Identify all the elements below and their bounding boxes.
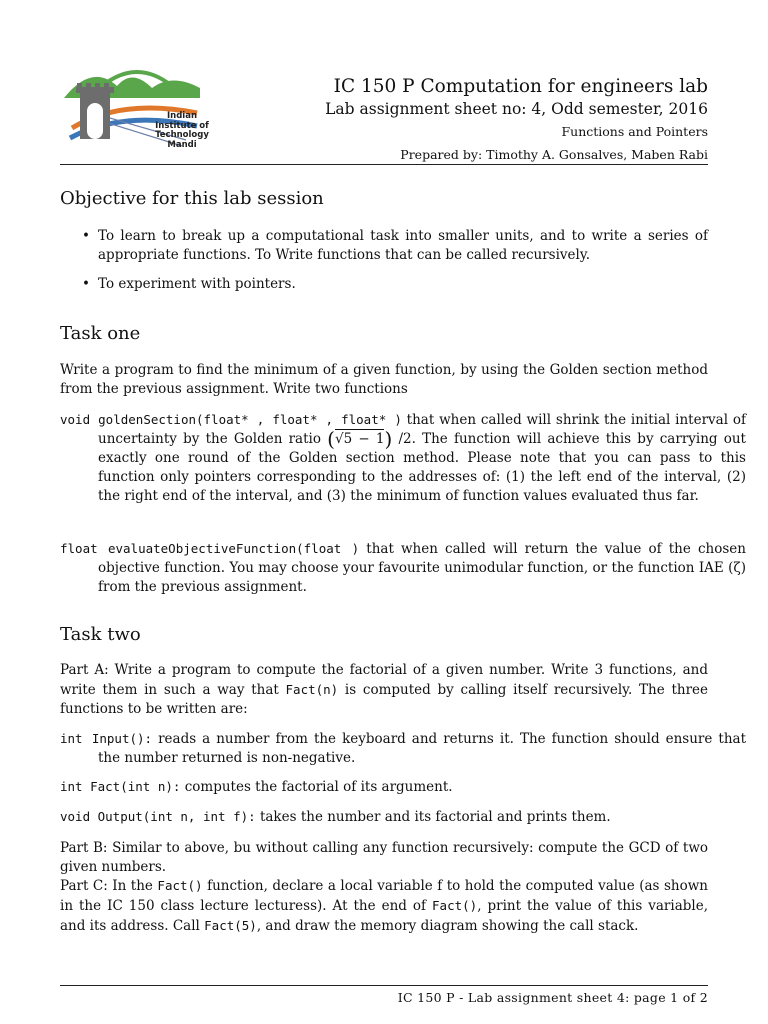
output-function-definition: void Output(int n, int f): takes the number and its factorial and prints them. bbox=[60, 809, 611, 825]
golden-section-definition: void goldenSection(float* , float* , float* ) that when called will shrink the initial interval of uncertainty by the Golden ratio (√5 − 1) /2. The function will achieve this by carrying out exactly one round of the Golden section method. Please note that you can pass to this function only pointers corresponding to the addresses of: (1) the left end of the interval, (2) the right end of the interval, and (3) the minimum of function values evaluated thus far. bbox=[60, 412, 746, 504]
input-function-definition: int Input(): reads a number from the keyboard and returns it. The function should ensure that the number returned is non-negative. bbox=[60, 731, 746, 766]
prepared-by: Prepared by: Timothy A. Gonsalves, Maben Rabi bbox=[400, 147, 708, 162]
task-one-intro: Write a program to find the minimum of a given function, by using the Golden section method from the previous assignment. Write two functions bbox=[60, 362, 708, 397]
footer-rule bbox=[60, 985, 708, 986]
document-title: IC 150 P Computation for engineers lab bbox=[333, 76, 708, 97]
golden-ratio-expr: √5 − 1 bbox=[334, 431, 385, 447]
document-page: Indian Institute of Technology Mandi IC 150 P Computation for engineers lab Lab assignment sheet no: 4, Odd semester, 2016 Functions and Pointers Prepared by: Timothy A. Gonsalves, Maben Rabi Objective for this lab session • To learn to break up a computational task into smaller units, and to write a series of appropriate functions. To Write functions that can be called recursively. • To experiment with pointers. Task one Write a program to find the minimum of a given function, by using the Golden section method from the previous assignment. Write two functions void goldenSection(float* , float* , float* ) that when called will shrink the initial interval of uncertainty by the Golden ratio (√5 − 1) /2. The function will achieve this by carrying out exactly one round of the Golden section method. Please note that you can pass to this function only pointers corresponding to the addresses of: (1) the left end of the interval, (2) the right end of the interval, and (3) the minimum of function values evaluated thus far. float evaluateObjectiveFunction(float ) that when called will return the value of the chosen objective function. You may choose your favourite unimodular function, or the function IAE (ζ) from the previous assignment. Task two Part A: Write a program to compute the factorial of a given number. Write 3 functions, and write them in such a way that Fact(n) is computed by calling itself recursively. The three functions to be written are: int Input(): reads a number from the keyboard and returns it. The function should ensure that the number returned is non-negative. int Fact(int n): computes the factorial of its argument. void Output(int n, int f): takes the number and its factorial and prints them. Part B: Similar to above, bu without calling any function recursively: compute the GCD of two given numbers. Part C: In the Fact() function, declare a local variable f to hold the computed value (as shown in the IC 150 class lecture lecturess). At the end of Fact(), print the value of this variable, and its address. Call Fact(5), and draw the memory diagram showing the call stack. IC 150 P - Lab assignment sheet 4: page 1 of 2 bbox=[0, 0, 768, 1024]
golden-section-signature: void goldenSection(float* , float* , float* ) bbox=[60, 412, 402, 427]
objective-function-definition: float evaluateObjectiveFunction(float ) that when called will return the value of the chosen objective function. You may choose your favourite unimodular function, or the function IAE (ζ) from the previous assignment. bbox=[60, 541, 746, 595]
task-two-part-c: Part C: In the Fact() function, declare a local variable f to hold the computed value (as shown in the IC 150 class lecture lecturess). At the end of Fact(), print the value of this variable, and its address. Call Fact(5), and draw the memory diagram showing the call stack. bbox=[60, 878, 708, 934]
objective-heading: Objective for this lab session bbox=[60, 188, 324, 209]
task-one-heading: Task one bbox=[60, 323, 141, 344]
document-topic: Functions and Pointers bbox=[561, 124, 708, 139]
page-footer: IC 150 P - Lab assignment sheet 4: page 1 of 2 bbox=[397, 990, 708, 1005]
fact-function-definition: int Fact(int n): computes the factorial of its argument. bbox=[60, 779, 453, 795]
task-two-part-a: Part A: Write a program to compute the factorial of a given number. Write 3 functions, and write them in such a way that Fact(n) is computed by calling itself recursively. The three functions to be written are: bbox=[60, 662, 708, 717]
objective-function-signature: float evaluateObjectiveFunction(float ) bbox=[60, 541, 360, 556]
header-rule bbox=[60, 164, 708, 165]
logo-text: Indian Institute of Technology Mandi bbox=[155, 111, 209, 150]
task-two-heading: Task two bbox=[60, 624, 141, 645]
document-subtitle: Lab assignment sheet no: 4, Odd semester, 2016 bbox=[325, 100, 708, 118]
bullet-icon: • bbox=[82, 228, 90, 244]
task-two-part-b: Part B: Similar to above, bu without calling any function recursively: compute the GCD of two given numbers. bbox=[60, 840, 708, 875]
bullet-icon: • bbox=[82, 276, 90, 292]
